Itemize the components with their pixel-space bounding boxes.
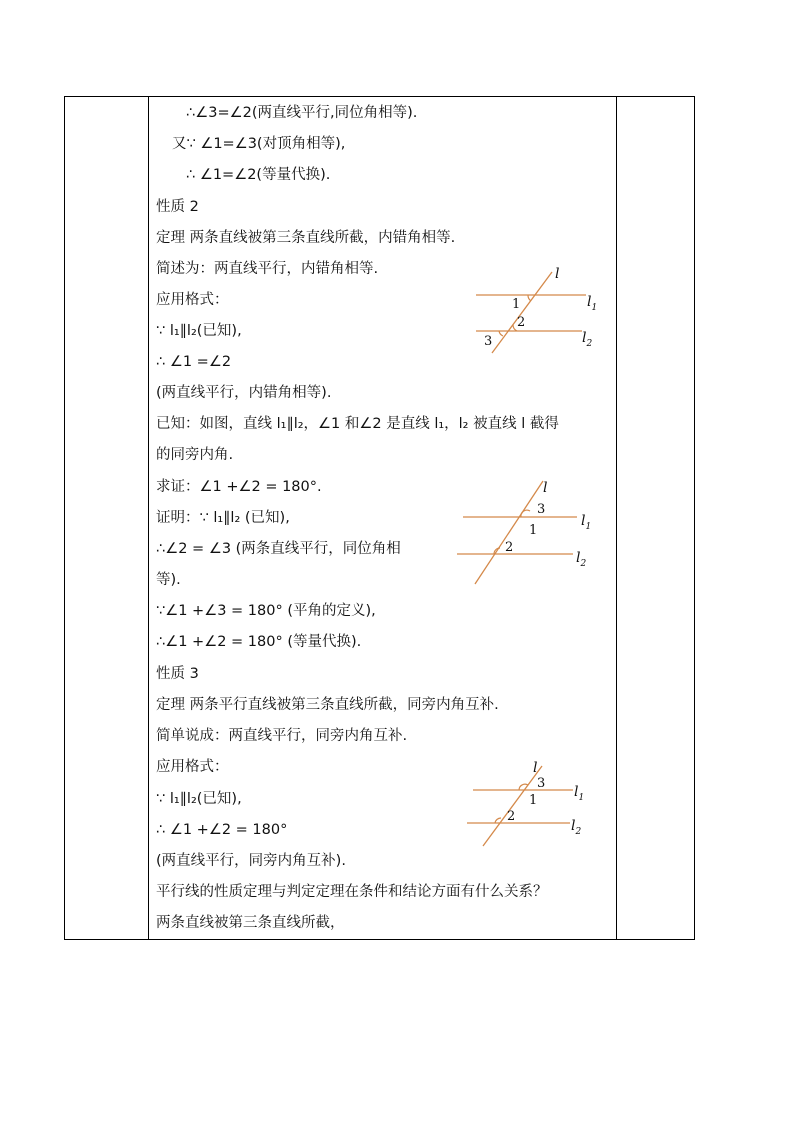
proof-step-1: 证明：∵ l₁∥l₂ (已知), bbox=[156, 510, 290, 526]
given-line-2: ∵ l₁∥l₂(已知), bbox=[156, 791, 242, 807]
table-left-border bbox=[64, 96, 65, 940]
prove-statement: 求证：∠1 +∠2 = 180°. bbox=[156, 479, 322, 495]
given-line: ∵ l₁∥l₂(已知), bbox=[156, 323, 242, 339]
label-angle-1: 1 bbox=[529, 523, 538, 538]
proof-step-2-cont: 等). bbox=[156, 572, 181, 588]
application-format-heading-2: 应用格式： bbox=[156, 759, 229, 775]
answer-line: 两条直线被第三条直线所截， bbox=[156, 915, 345, 931]
property-2-heading: 性质 2 bbox=[156, 199, 199, 215]
summary-2-text: 简述为：两直线平行，内错角相等. bbox=[156, 261, 379, 277]
reason-line-2: (两直线平行，同旁内角互补). bbox=[156, 853, 346, 869]
table-right-border bbox=[694, 96, 695, 940]
text-line-2: 又∵ ∠1=∠3(对顶角相等), bbox=[172, 136, 346, 152]
known-statement: 已知：如图，直线 l₁∥l₂，∠1 和∠2 是直线 l₁，l₂ 被直线 l 截得 bbox=[156, 416, 559, 432]
conclusion-line-2: ∴ ∠1 +∠2 = 180° bbox=[156, 822, 288, 838]
label-angle-2: 2 bbox=[507, 809, 516, 824]
proof-step-3: ∵∠1 +∠3 = 180° (平角的定义), bbox=[156, 603, 376, 619]
label-angle-3: 3 bbox=[537, 502, 546, 517]
angle-3-arc bbox=[499, 331, 503, 336]
label-angle-2: 2 bbox=[517, 315, 526, 330]
label-angle-1: 1 bbox=[529, 793, 538, 808]
table-bottom-border bbox=[64, 939, 695, 940]
property-3-heading: 性质 3 bbox=[156, 666, 199, 682]
label-l1: $l_1$ bbox=[574, 784, 585, 803]
theorem-2-text: 定理 两条直线被第三条直线所截，内错角相等. bbox=[156, 230, 456, 246]
label-l1: $l_1$ bbox=[587, 294, 598, 313]
label-l2: $l_2$ bbox=[582, 330, 593, 349]
question-line: 平行线的性质定理与判定定理在条件和结论方面有什么关系？ bbox=[156, 884, 548, 900]
label-angle-3: 3 bbox=[484, 334, 493, 349]
label-angle-1: 1 bbox=[512, 297, 521, 312]
summary-3-text: 简单说成：两直线平行，同旁内角互补. bbox=[156, 728, 408, 744]
text-line-3: ∴ ∠1=∠2(等量代换). bbox=[186, 167, 331, 183]
label-angle-3: 3 bbox=[537, 776, 546, 791]
known-statement-cont: 的同旁内角. bbox=[156, 447, 234, 463]
label-l2: $l_2$ bbox=[576, 550, 587, 569]
proof-step-2: ∴∠2 = ∠3 (两条直线平行，同位角相 bbox=[156, 541, 401, 557]
text-line-1: ∴∠3=∠2(两直线平行,同位角相等). bbox=[186, 105, 418, 121]
label-angle-2: 2 bbox=[505, 540, 514, 555]
conclusion-line: ∴ ∠1 =∠2 bbox=[156, 354, 232, 370]
application-format-heading: 应用格式： bbox=[156, 292, 229, 308]
column-divider-left bbox=[148, 96, 149, 940]
label-transversal: l bbox=[543, 480, 548, 496]
label-l1: $l_1$ bbox=[581, 513, 592, 532]
angle-1-arc bbox=[528, 295, 531, 301]
theorem-3-text: 定理 两条平行直线被第三条直线所截，同旁内角互补. bbox=[156, 697, 499, 713]
reason-line: (两直线平行，内错角相等). bbox=[156, 385, 332, 401]
label-transversal: l bbox=[533, 760, 538, 776]
proof-step-4: ∴∠1 +∠2 = 180° (等量代换). bbox=[156, 634, 362, 650]
diagram-property-3 bbox=[467, 758, 597, 853]
column-divider-right bbox=[616, 96, 617, 940]
transversal-line bbox=[492, 272, 552, 353]
label-l2: $l_2$ bbox=[571, 818, 582, 837]
label-transversal: l bbox=[555, 266, 560, 282]
diagram-alternate-angles bbox=[470, 266, 610, 356]
diagram-proof-angles bbox=[455, 478, 600, 588]
